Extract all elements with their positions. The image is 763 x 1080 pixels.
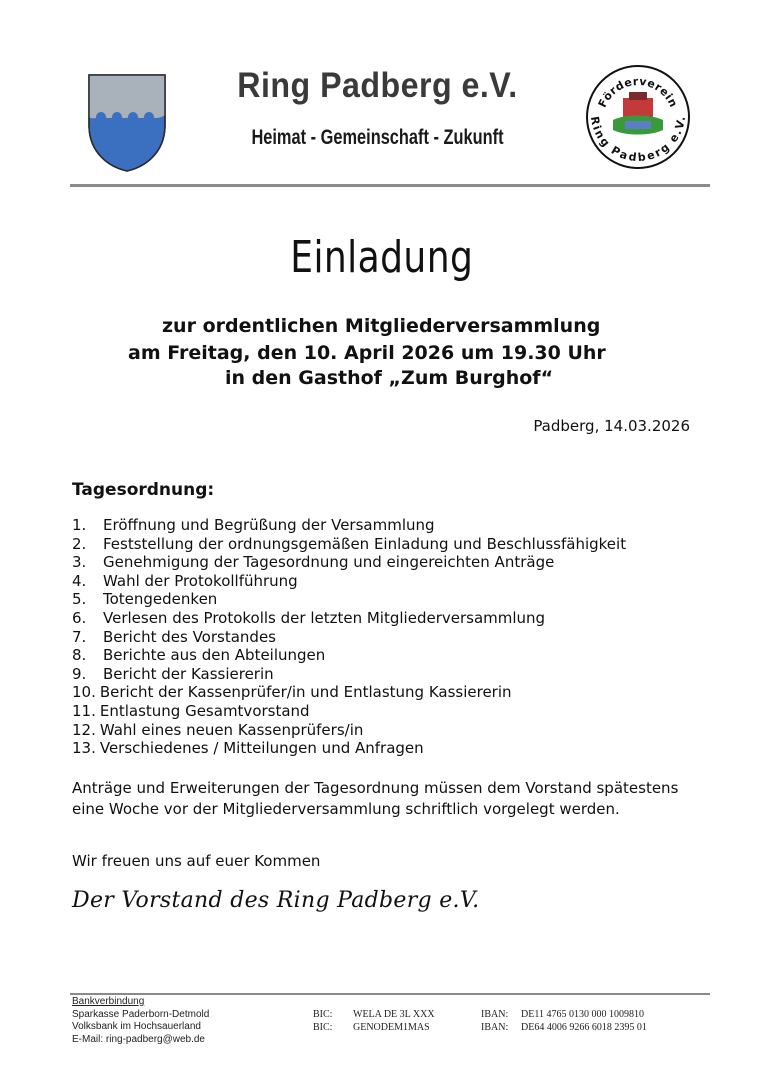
agenda-title: Tagesordnung: (72, 480, 215, 500)
email-address[interactable]: E-Mail: ring-padberg@web.de (72, 1033, 205, 1045)
closing-greeting: Wir freuen uns auf euer Kommen (72, 852, 321, 870)
agenda-item: 12. Wahl eines neuen Kassenprüfers/in (72, 720, 364, 739)
agenda-item: 10. Bericht der Kassenprüfer/in und Entlastung Kassiererin (72, 683, 512, 702)
agenda-item: 7. Bericht des Vorstandes (72, 627, 276, 646)
agenda-item: 1. Eröffnung und Begrüßung der Versammlung (72, 516, 435, 534)
foerderverein-seal-logo (585, 64, 691, 170)
agenda-item: 13. Verschiedenes / Mitteilungen und Anfragen (72, 739, 424, 758)
agenda-item: 4. Wahl der Protokollführung (72, 571, 298, 590)
invitation-line-1: zur ordentlichen Mitgliederversammlung (162, 315, 601, 337)
agenda-list (72, 516, 626, 758)
footer-bank-info (72, 996, 209, 1046)
bic-label: BIC: (313, 1009, 333, 1020)
seal-text-top: Förderverein (595, 74, 681, 110)
bank-details-label: Bankverbindung (72, 996, 145, 1007)
agenda-item: 9. Bericht der Kassiererin (72, 664, 274, 683)
agenda-item: 2. Feststellung der ordnungsgemäßen Einladung und Beschlussfähigkeit (72, 534, 627, 553)
agenda-item: 3. Genehmigung der Tagesordnung und eingereichten Anträge (72, 553, 555, 572)
submission-note: Anträge und Erweiterungen der Tagesordnung müssen dem Vorstand spätestens eine Woche vor der Mitgliederversammlung schriftlich vorgelegt werden. (72, 779, 679, 818)
bic-value-2: GENODEM1MAS (353, 1021, 430, 1033)
bic-value-1: WELA DE 3L XXX (353, 1009, 435, 1020)
invitation-heading: Einladung (290, 232, 474, 283)
header-divider (70, 184, 710, 187)
iban-value-1: DE11 4765 0130 000 1009810 (521, 1009, 644, 1020)
coat-of-arms-logo (87, 73, 167, 173)
invitation-line-3: in den Gasthof „Zum Burghof“ (225, 367, 554, 389)
agenda-item: 8. Berichte aus den Abteilungen (72, 646, 326, 665)
invitation-line-2: am Freitag, den 10. April 2026 um 19.30 Uhr (128, 342, 606, 364)
board-signature: Der Vorstand des Ring Padberg e.V. (72, 888, 480, 913)
iban-label: IBAN: (481, 1009, 509, 1020)
bank-name-1: Sparkasse Paderborn-Detmold (72, 1008, 210, 1020)
footer-iban (481, 1009, 647, 1034)
bic-label: BIC: (313, 1021, 333, 1033)
footer-bic (313, 1009, 435, 1034)
iban-label: IBAN: (481, 1021, 509, 1033)
organization-tagline: Heimat - Gemeinschaft - Zukunft (251, 126, 504, 149)
footer-divider (70, 993, 710, 995)
organization-title: Ring Padberg e.V. (237, 66, 518, 105)
iban-value-2: DE64 4006 9266 6018 2395 01 (521, 1021, 647, 1033)
seal-text-bottom: Ring Padberg e.V. (587, 115, 688, 165)
agenda-item: 6. Verlesen des Protokolls der letzten Mitgliederversammlung (72, 608, 546, 627)
place-and-date: Padberg, 14.03.2026 (533, 417, 690, 435)
agenda-item: 5. Totengedenken (72, 590, 218, 609)
bank-name-2: Volksbank im Hochsauerland (72, 1021, 201, 1032)
agenda-item: 11. Entlastung Gesamtvorstand (72, 701, 310, 720)
